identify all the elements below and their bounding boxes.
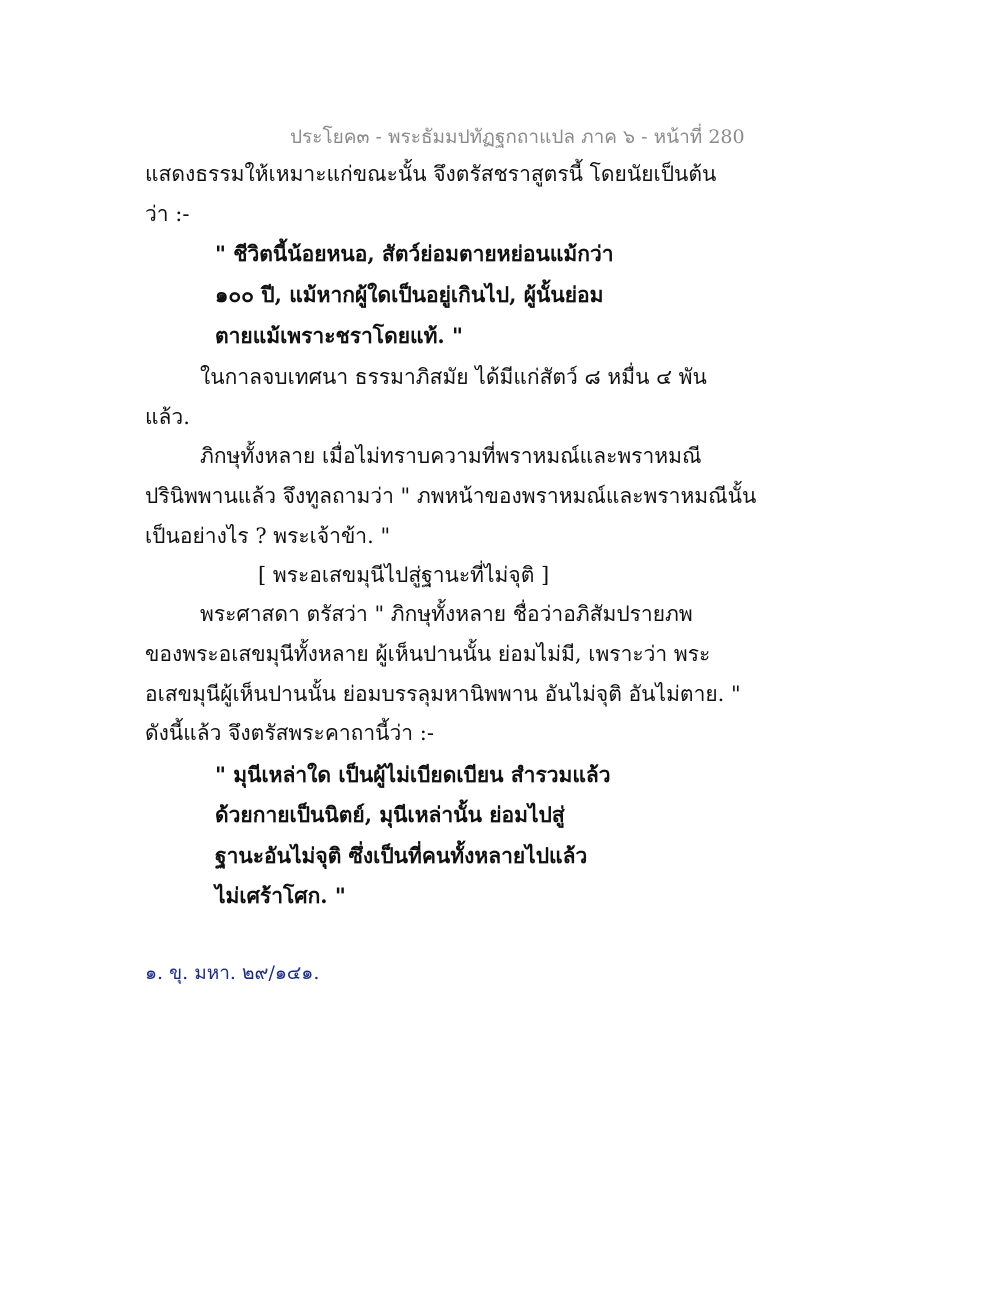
body-line-1: แสดงธรรมให้เหมาะแก่ขณะนั้น จึงตรัสชราสูตรนี้ โดยนัยเป็นต้น [145, 162, 717, 186]
verse-1-line-3: ตายแม้เพราะชราโดยแท้. " [215, 323, 463, 348]
body-line-7: เป็นอย่างไร ? พระเจ้าข้า. " [145, 524, 391, 548]
body-line-4: แล้ว. [145, 405, 190, 429]
verse-2-line-1: " มุนีเหล่าใด เป็นผู้ไม่เบียดเบียน สำรวมแล้ว [215, 762, 611, 787]
body-line-8: พระศาสดา ตรัสว่า " ภิกษุทั้งหลาย ชื่อว่าอภิสัมปรายภพ [200, 602, 693, 626]
verse-2-line-4: ไม่เศร้าโศก. " [215, 883, 346, 908]
page-header: ประโยค๓ - พระธัมมปทัฏฐกถาแปล ภาค ๖ - หน้าที่ 280 [290, 126, 745, 148]
body-line-2: ว่า :- [145, 202, 190, 226]
footnote: ๑. ขุ. มหา. ๒๙/๑๔๑. [145, 962, 320, 984]
body-line-9: ของพระอเสขมุนีทั้งหลาย ผู้เห็นปานนั้น ย่อมไม่มี, เพราะว่า พระ [145, 642, 711, 666]
body-line-11: ดังนี้แล้ว จึงตรัสพระคาถานี้ว่า :- [145, 721, 434, 745]
body-line-10: อเสขมุนีผู้เห็นปานนั้น ย่อมบรรลุมหานิพพาน อันไม่จุติ อันไม่ตาย. " [145, 682, 741, 706]
section-heading: [ พระอเสขมุนีไปสู่ฐานะที่ไม่จุติ ] [258, 563, 550, 587]
verse-1-line-1: " ชีวิตนี้น้อยหนอ, สัตว์ย่อมตายหย่อนแม้กว่า [215, 241, 614, 266]
body-line-3: ในกาลจบเทศนา ธรรมาภิสมัย ได้มีแก่สัตว์ ๘ หมื่น ๔ พัน [200, 365, 707, 389]
body-line-6: ปรินิพพานแล้ว จึงทูลถามว่า " ภพหน้าของพราหมณ์และพราหมณีนั้น [145, 484, 757, 508]
verse-2-line-3: ฐานะอันไม่จุติ ซึ่งเป็นที่คนทั้งหลายไปแล้ว [215, 843, 588, 868]
verse-1-line-2: ๑๐๐ ปี, แม้หากผู้ใดเป็นอยู่เกินไป, ผู้นั้นย่อม [215, 282, 604, 307]
verse-2-line-2: ด้วยกายเป็นนิตย์, มุนีเหล่านั้น ย่อมไปสู่ [215, 802, 565, 827]
body-line-5: ภิกษุทั้งหลาย เมื่อไม่ทราบความที่พราหมณ์และพราหมณี [200, 444, 702, 468]
